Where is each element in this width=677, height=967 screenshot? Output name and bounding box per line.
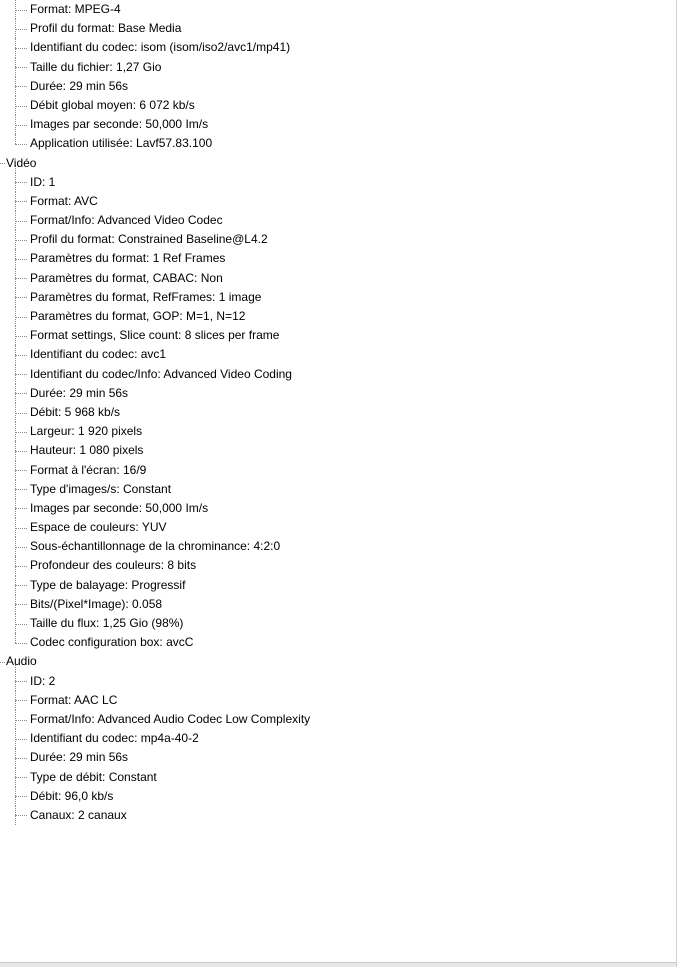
tree-connector-horizontal bbox=[15, 777, 27, 778]
tree-connector-horizontal bbox=[15, 681, 27, 682]
tree-item-label: Format: AVC bbox=[30, 193, 98, 208]
tree-connector-horizontal bbox=[15, 67, 27, 68]
tree-item-label: Profondeur des couleurs: 8 bits bbox=[30, 558, 197, 573]
tree-connector-horizontal bbox=[15, 547, 27, 548]
tree-connector-horizontal bbox=[15, 259, 27, 260]
tree-item[interactable] bbox=[0, 269, 676, 288]
tree-item[interactable] bbox=[0, 480, 676, 499]
tree-item-label: Format: MPEG-4 bbox=[30, 2, 121, 16]
tree-connector-horizontal bbox=[15, 566, 27, 567]
tree-item[interactable] bbox=[0, 422, 676, 441]
tree-item-label: Type de balayage: Progressif bbox=[30, 577, 186, 592]
tree-item[interactable] bbox=[0, 672, 676, 691]
tree-connector-horizontal bbox=[15, 317, 27, 318]
tree-item-label: Type d'images/s: Constant bbox=[30, 481, 172, 496]
tree-connector-horizontal bbox=[15, 393, 27, 394]
tree-section-video[interactable] bbox=[0, 154, 676, 173]
tree-connector-horizontal bbox=[15, 240, 27, 241]
tree-connector-horizontal bbox=[15, 700, 27, 701]
tree-item[interactable] bbox=[0, 77, 676, 96]
tree-item-label: Durée: 29 min 56s bbox=[30, 78, 129, 93]
tree-item-label: Images par seconde: 50,000 Im/s bbox=[30, 500, 209, 515]
tree-item[interactable] bbox=[0, 192, 676, 211]
tree-item-label: Bits/(Pixel*Image): 0.058 bbox=[30, 596, 163, 611]
tree-item-label: Débit global moyen: 6 072 kb/s bbox=[30, 97, 195, 112]
tree-connector-horizontal bbox=[15, 528, 27, 529]
tree-item-label: ID: 2 bbox=[30, 673, 56, 688]
tree-connector-horizontal bbox=[15, 201, 27, 202]
tree-item-label: Identifiant du codec/Info: Advanced Video Coding bbox=[30, 366, 292, 381]
tree-item[interactable] bbox=[0, 365, 676, 384]
tree-connector-horizontal bbox=[15, 432, 27, 433]
tree-item-label: Paramètres du format, CABAC: Non bbox=[30, 270, 223, 285]
tree-connector-horizontal bbox=[15, 489, 27, 490]
tree-item-label: Paramètres du format, RefFrames: 1 image bbox=[30, 289, 262, 304]
tree-item-label: Taille du fichier: 1,27 Gio bbox=[30, 59, 162, 74]
tree-item-label: Format à l'écran: 16/9 bbox=[30, 462, 147, 477]
tree-item[interactable] bbox=[0, 288, 676, 307]
tree-connector-horizontal bbox=[15, 470, 27, 471]
tree-connector-vertical bbox=[15, 633, 16, 643]
tree-connector-horizontal bbox=[15, 297, 27, 298]
tree-item[interactable] bbox=[0, 384, 676, 403]
tree-item-label: Hauteur: 1 080 pixels bbox=[30, 443, 144, 458]
tree-item[interactable] bbox=[0, 787, 676, 806]
tree-item[interactable] bbox=[0, 748, 676, 767]
tree-connector-horizontal bbox=[15, 29, 27, 30]
tree-item-label: Durée: 29 min 56s bbox=[30, 385, 129, 400]
tree-item-label: Identifiant du codec: mp4a-40-2 bbox=[30, 731, 199, 746]
tree-connector-horizontal bbox=[15, 624, 27, 625]
tree-item[interactable] bbox=[0, 0, 676, 19]
tree-item-label: Largeur: 1 920 pixels bbox=[30, 424, 143, 439]
tree-connector-horizontal bbox=[15, 643, 27, 644]
tree-item[interactable] bbox=[0, 345, 676, 364]
tree-item-label: Durée: 29 min 56s bbox=[30, 750, 129, 765]
tree-item-label: Canaux: 2 canaux bbox=[30, 807, 127, 822]
tree-item[interactable] bbox=[0, 115, 676, 134]
tree-item[interactable] bbox=[0, 633, 676, 652]
tree-connector-horizontal bbox=[15, 758, 27, 759]
tree-item-label: Identifiant du codec: avc1 bbox=[30, 347, 167, 362]
tree-connector-horizontal bbox=[15, 796, 27, 797]
tree-connector-horizontal bbox=[15, 221, 27, 222]
tree-item-label: Espace de couleurs: YUV bbox=[30, 520, 167, 535]
tree-item[interactable] bbox=[0, 58, 676, 77]
tree-item[interactable] bbox=[0, 441, 676, 460]
tree-item-label: Images par seconde: 50,000 Im/s bbox=[30, 117, 209, 132]
tree-item[interactable] bbox=[0, 595, 676, 614]
tree-connector-horizontal bbox=[15, 10, 27, 11]
tree-item[interactable] bbox=[0, 518, 676, 537]
tree-connector-horizontal bbox=[15, 182, 27, 183]
tree-connector-vertical bbox=[15, 134, 16, 144]
tree-item-label: Format settings, Slice count: 8 slices per frame bbox=[30, 328, 280, 343]
tree-item-label: Codec configuration box: avcC bbox=[30, 635, 194, 650]
tree-group-audio bbox=[0, 672, 676, 826]
tree-item[interactable] bbox=[0, 249, 676, 268]
tree-item[interactable] bbox=[0, 326, 676, 345]
tree-item[interactable] bbox=[0, 768, 676, 787]
tree-item-label: Profil du format: Base Media bbox=[30, 21, 182, 36]
tree-item[interactable] bbox=[0, 211, 676, 230]
tree-connector-horizontal bbox=[15, 508, 27, 509]
tree-item[interactable] bbox=[0, 134, 676, 153]
tree-connector-horizontal bbox=[15, 374, 27, 375]
tree-connector-horizontal bbox=[15, 739, 27, 740]
tree-connector-horizontal bbox=[15, 815, 27, 816]
tree-item[interactable] bbox=[0, 230, 676, 249]
tree-item[interactable] bbox=[0, 461, 676, 480]
tree-connector-horizontal bbox=[15, 48, 27, 49]
tree-item[interactable] bbox=[0, 403, 676, 422]
tree-connector-horizontal bbox=[15, 355, 27, 356]
tree-group-video bbox=[0, 173, 676, 653]
tree-item-label: Format: AAC LC bbox=[30, 692, 118, 707]
tree-item-label: Identifiant du codec: isom (isom/iso2/avc1/mp41) bbox=[30, 40, 291, 55]
section-label-audio: Audio bbox=[6, 654, 37, 669]
tree-connector-horizontal bbox=[15, 604, 27, 605]
tree-item-label: Format/Info: Advanced Audio Codec Low Complexity bbox=[30, 711, 311, 726]
tree-connector-horizontal bbox=[15, 336, 27, 337]
tree-item[interactable] bbox=[0, 710, 676, 729]
tree-connector-horizontal bbox=[15, 125, 27, 126]
tree-item-label: Taille du flux: 1,25 Gio (98%) bbox=[30, 616, 184, 630]
tree-connector-horizontal bbox=[15, 451, 27, 452]
tree-item-label: Profil du format: Constrained Baseline@L4.2 bbox=[30, 232, 268, 247]
tree-item[interactable] bbox=[0, 537, 676, 556]
tree-item[interactable] bbox=[0, 691, 676, 710]
tree-group-general bbox=[0, 0, 676, 154]
tree-item[interactable] bbox=[0, 307, 676, 326]
tree-item[interactable] bbox=[0, 173, 676, 192]
tree-item[interactable] bbox=[0, 19, 676, 38]
tree-item-label: Sous-échantillonnage de la chrominance: 4:2:0 bbox=[30, 539, 281, 554]
tree-connector-horizontal bbox=[15, 86, 27, 87]
tree-item-label: ID: 1 bbox=[30, 174, 56, 189]
tree-connector-horizontal bbox=[15, 585, 27, 586]
tree-item-label: Débit: 5 968 kb/s bbox=[30, 404, 121, 419]
horizontal-scrollbar-edge[interactable] bbox=[0, 962, 676, 967]
tree-connector-horizontal bbox=[15, 144, 27, 145]
tree-connector-horizontal bbox=[15, 413, 27, 414]
tree-connector-horizontal bbox=[15, 106, 27, 107]
tree-item-label: Format/Info: Advanced Video Codec bbox=[30, 213, 223, 228]
tree-connector-horizontal bbox=[15, 278, 27, 279]
tree-item-label: Application utilisée: Lavf57.83.100 bbox=[30, 136, 213, 151]
tree-item[interactable] bbox=[0, 729, 676, 748]
tree-connector-horizontal bbox=[15, 720, 27, 721]
tree-item[interactable] bbox=[0, 806, 676, 825]
tree-item[interactable] bbox=[0, 96, 676, 115]
tree-item[interactable] bbox=[0, 38, 676, 57]
tree-item[interactable] bbox=[0, 576, 676, 595]
tree-item-label: Type de débit: Constant bbox=[30, 769, 157, 784]
tree-item[interactable] bbox=[0, 499, 676, 518]
tree-item-label: Paramètres du format, GOP: M=1, N=12 bbox=[30, 309, 246, 323]
tree-section-audio[interactable] bbox=[0, 652, 676, 671]
tree-item-label: Paramètres du format: 1 Ref Frames bbox=[30, 251, 226, 266]
section-label-video: Vidéo bbox=[6, 155, 37, 170]
tree-item-label: Débit: 96,0 kb/s bbox=[30, 788, 114, 803]
tree-item[interactable] bbox=[0, 556, 676, 575]
tree-item[interactable] bbox=[0, 614, 676, 633]
